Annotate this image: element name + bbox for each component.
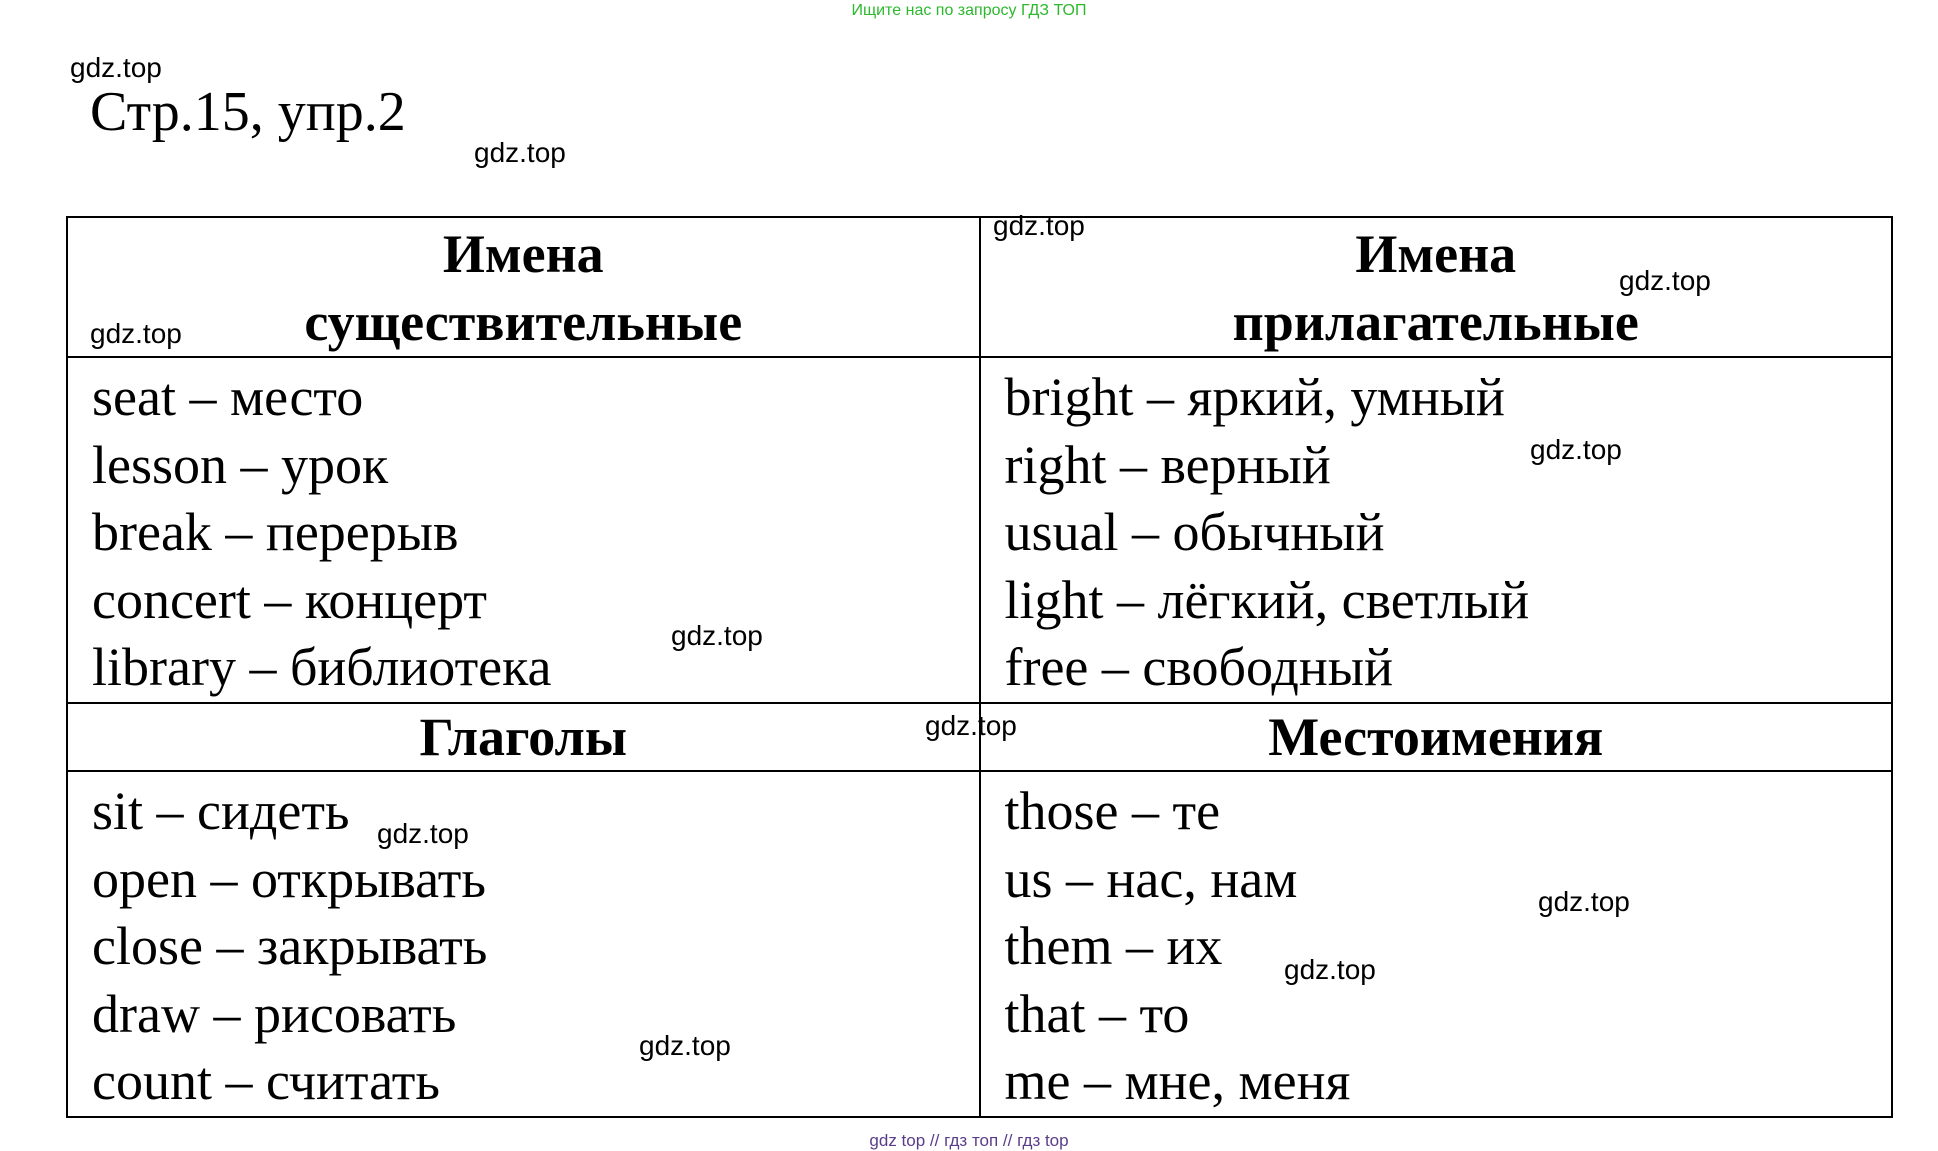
pronouns-header: Местоимения	[1268, 706, 1604, 767]
page-title: Стр.15, упр.2	[90, 81, 406, 143]
nouns-header-line1: Имена	[442, 224, 604, 284]
watermark: gdz.top	[925, 710, 1017, 741]
search-banner[interactable]: Ищите нас по запросу ГДЗ ТОП	[851, 2, 1087, 19]
watermark: gdz.top	[1284, 954, 1376, 985]
verbs-header-cell	[67, 703, 980, 771]
adjective-entry: right – верный	[1004, 434, 1331, 495]
verb-entry: open – открывать	[92, 848, 486, 909]
verb-entry: count – считать	[92, 1051, 440, 1112]
watermark: gdz.top	[1538, 886, 1630, 917]
nouns-list-cell	[67, 357, 980, 703]
verb-entry: close – закрывать	[92, 916, 488, 977]
verb-entry: sit – сидеть	[92, 780, 350, 841]
adjective-entry: free – свободный	[1004, 637, 1393, 698]
watermark: gdz.top	[1619, 265, 1711, 296]
footer-links[interactable]: gdz top // гдз топ // гдз top	[869, 1131, 1069, 1150]
watermark: gdz.top	[671, 620, 763, 651]
watermark: gdz.top	[639, 1030, 731, 1061]
verb-entry: draw – рисовать	[92, 983, 457, 1044]
adjective-entry: usual – обычный	[1004, 502, 1385, 563]
noun-entry: lesson – урок	[92, 434, 389, 495]
pronouns-list-cell	[980, 771, 1893, 1117]
adjectives-header-line1: Имена	[1355, 224, 1517, 284]
noun-entry: break – перерыв	[92, 502, 459, 563]
watermark: gdz.top	[70, 52, 162, 83]
noun-entry: library – библиотека	[92, 637, 552, 698]
pronoun-entry: that – то	[1004, 983, 1190, 1044]
adjectives-header-line2: прилагательные	[1232, 292, 1639, 352]
watermark: gdz.top	[377, 818, 469, 849]
watermark: gdz.top	[993, 210, 1085, 241]
watermark: gdz.top	[474, 137, 566, 168]
watermark: gdz.top	[1530, 434, 1622, 465]
watermark: gdz.top	[90, 318, 182, 349]
noun-entry: seat – место	[92, 367, 364, 427]
pronoun-entry: them – их	[1004, 916, 1223, 977]
adjective-entry: light – лёгкий, светлый	[1004, 569, 1530, 630]
verbs-header: Глаголы	[419, 706, 627, 767]
noun-entry: concert – концерт	[92, 569, 488, 630]
nouns-header-cell	[67, 217, 980, 357]
pronouns-header-cell	[980, 703, 1893, 771]
nouns-header-line2: существительные	[304, 292, 743, 352]
pronoun-entry: me – мне, меня	[1004, 1051, 1351, 1112]
pronoun-entry: those – те	[1004, 780, 1221, 841]
pronoun-entry: us – нас, нам	[1004, 848, 1298, 909]
adjective-entry: bright – яркий, умный	[1004, 367, 1505, 427]
vocabulary-table	[66, 216, 1893, 1118]
adjectives-list-cell	[980, 357, 1893, 703]
verbs-list-cell	[67, 771, 980, 1117]
adjectives-header-cell	[980, 217, 1893, 357]
